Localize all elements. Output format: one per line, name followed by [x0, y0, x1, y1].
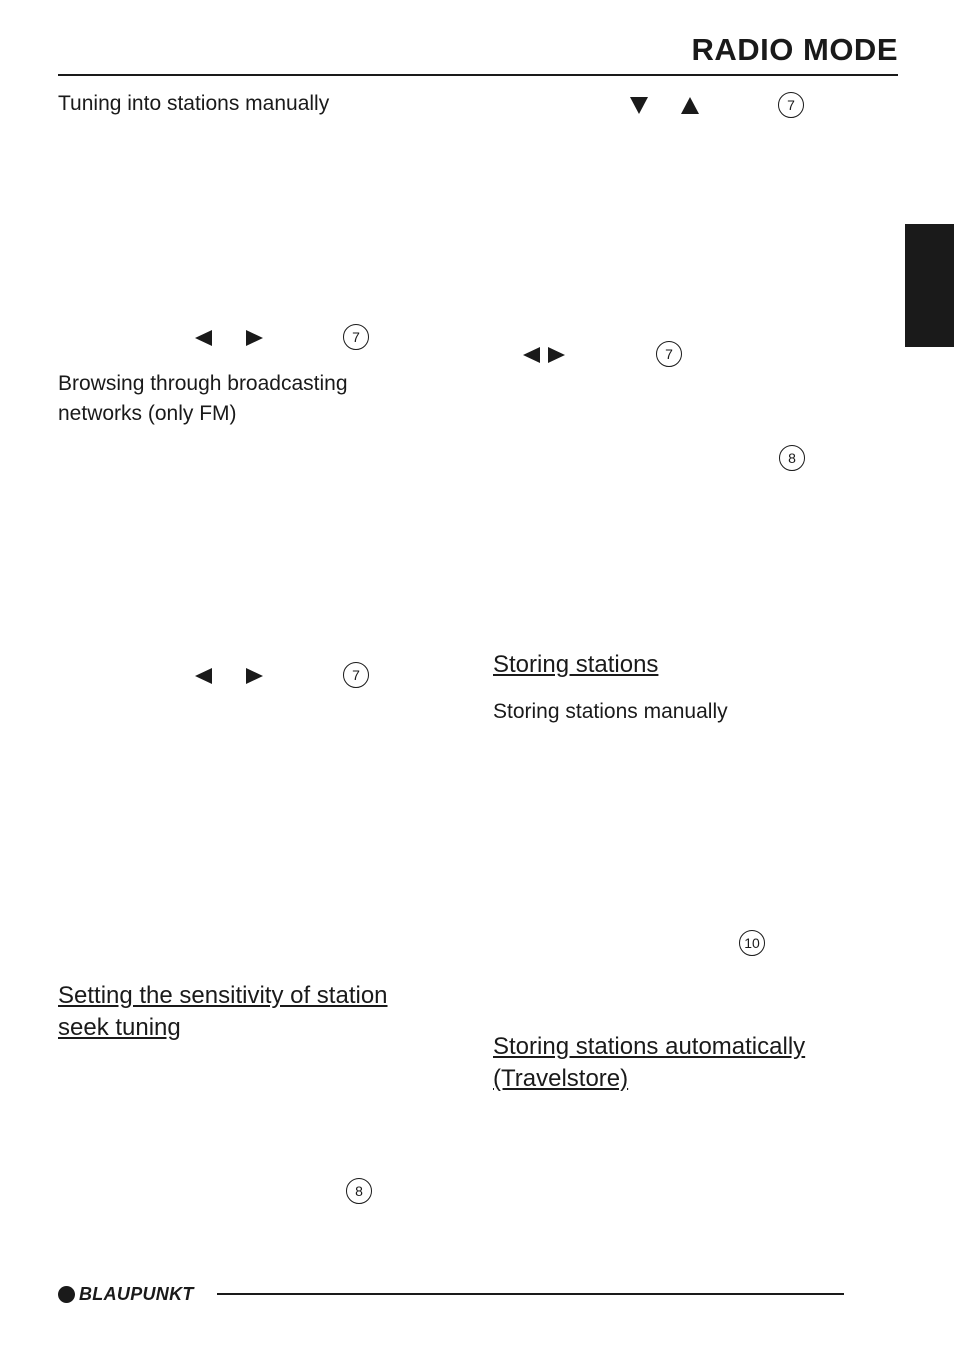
page-title: RADIO MODE — [691, 32, 898, 67]
footer-rule — [217, 1293, 844, 1295]
heading-storing-stations: Storing stations — [493, 651, 659, 678]
subheading-line: Browsing through broadcasting — [58, 372, 348, 395]
up-arrow-icon — [681, 97, 699, 114]
down-arrow-icon — [630, 97, 648, 114]
left-arrow-icon — [195, 668, 212, 684]
subheading-tuning-manual: Tuning into stations manually — [58, 92, 330, 115]
right-arrow-icon — [246, 668, 263, 684]
subheading-line: networks (only FM) — [58, 402, 237, 425]
reference-number-7: 7 — [343, 662, 369, 688]
subheading-storing-manually: Storing stations manually — [493, 700, 728, 723]
left-arrow-icon — [523, 347, 540, 363]
heading-line: (Travelstore) — [493, 1065, 629, 1092]
blaupunkt-logo — [58, 1283, 194, 1305]
subheading-browsing-networks — [58, 369, 348, 429]
heading-storing-automatically — [493, 1031, 805, 1095]
reference-number-8: 8 — [779, 445, 805, 471]
section-tab-marker — [905, 224, 954, 347]
heading-line: Storing stations automatically — [493, 1033, 806, 1060]
right-arrow-icon — [548, 347, 565, 363]
heading-line: Setting the sensitivity of station — [58, 982, 388, 1009]
reference-number-7: 7 — [656, 341, 682, 367]
reference-number-7: 7 — [778, 92, 804, 118]
heading-seek-sensitivity — [58, 980, 388, 1044]
reference-number-8: 8 — [346, 1178, 372, 1204]
logo-dot-icon — [58, 1286, 75, 1303]
reference-number-7: 7 — [343, 324, 369, 350]
left-arrow-icon — [195, 330, 212, 346]
right-arrow-icon — [246, 330, 263, 346]
brand-name: BLAUPUNKT — [79, 1283, 194, 1304]
reference-number-10: 10 — [739, 930, 765, 956]
title-rule — [58, 74, 898, 76]
heading-line: seek tuning — [58, 1014, 181, 1041]
